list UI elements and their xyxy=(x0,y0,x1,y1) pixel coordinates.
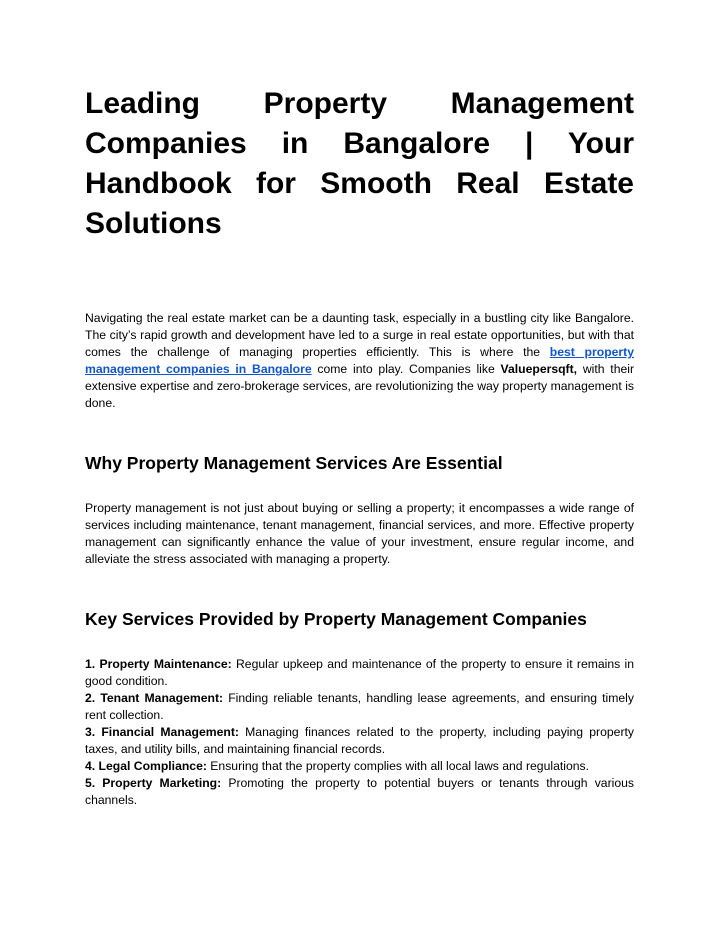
service-label: 1. Property Maintenance: xyxy=(85,657,232,671)
service-description: Finding reliable tenants, handling lease agreements, and ensuring timely rent collection. xyxy=(85,691,634,722)
service-description: Managing finances related to the property, including paying property taxes, and utility bills, and maintaining financial records. xyxy=(85,725,634,756)
service-label: 4. Legal Compliance: xyxy=(85,759,207,773)
list-item xyxy=(85,775,634,809)
intro-paragraph xyxy=(85,310,634,412)
service-description: Promoting the property to potential buyers or tenants through various channels. xyxy=(85,776,634,807)
list-item xyxy=(85,758,634,775)
list-item xyxy=(85,724,634,758)
list-item xyxy=(85,656,634,690)
service-label: 5. Property Marketing: xyxy=(85,776,222,790)
page-title: Leading Property Management Companies in Bangalore | Your Handbook for Smooth Real Estate Solutions xyxy=(85,87,634,240)
service-description: Ensuring that the property complies with all local laws and regulations. xyxy=(206,759,589,773)
service-label: 2. Tenant Management: xyxy=(85,691,224,705)
key-services-list xyxy=(85,656,634,809)
intro-text-middle: come into play. Companies like xyxy=(311,362,501,376)
why-section-paragraph: Property management is not just about buying or selling a property; it encompasses a wide range of services including maintenance, tenant management, financial services, and more. Effective property management can significantly enhance the value of your investment, ensure regular income, and alleviate the stress associated with managing a property. xyxy=(85,501,634,566)
service-label: 3. Financial Management: xyxy=(85,725,239,739)
intro-text-start: Navigating the real estate market can be a daunting task, especially in a bustling city like Bangalore. The city’s rapid growth and development have led to a surge in real estate opportunities, but with that comes the challenge of managing properties efficiently. This is where the xyxy=(85,311,634,359)
why-section-heading: Why Property Management Services Are Essential xyxy=(85,453,503,473)
best-property-management-link[interactable]: best property management companies in Bangalore xyxy=(85,345,634,376)
company-name: Valuepersqft, xyxy=(500,362,578,376)
intro-text-end: with their extensive expertise and zero-brokerage services, are revolutionizing the way property management is done. xyxy=(85,362,635,410)
service-description: Regular upkeep and maintenance of the property to ensure it remains in good condition. xyxy=(85,657,634,688)
list-item xyxy=(85,690,634,724)
key-services-heading: Key Services Provided by Property Management Companies xyxy=(85,609,587,629)
